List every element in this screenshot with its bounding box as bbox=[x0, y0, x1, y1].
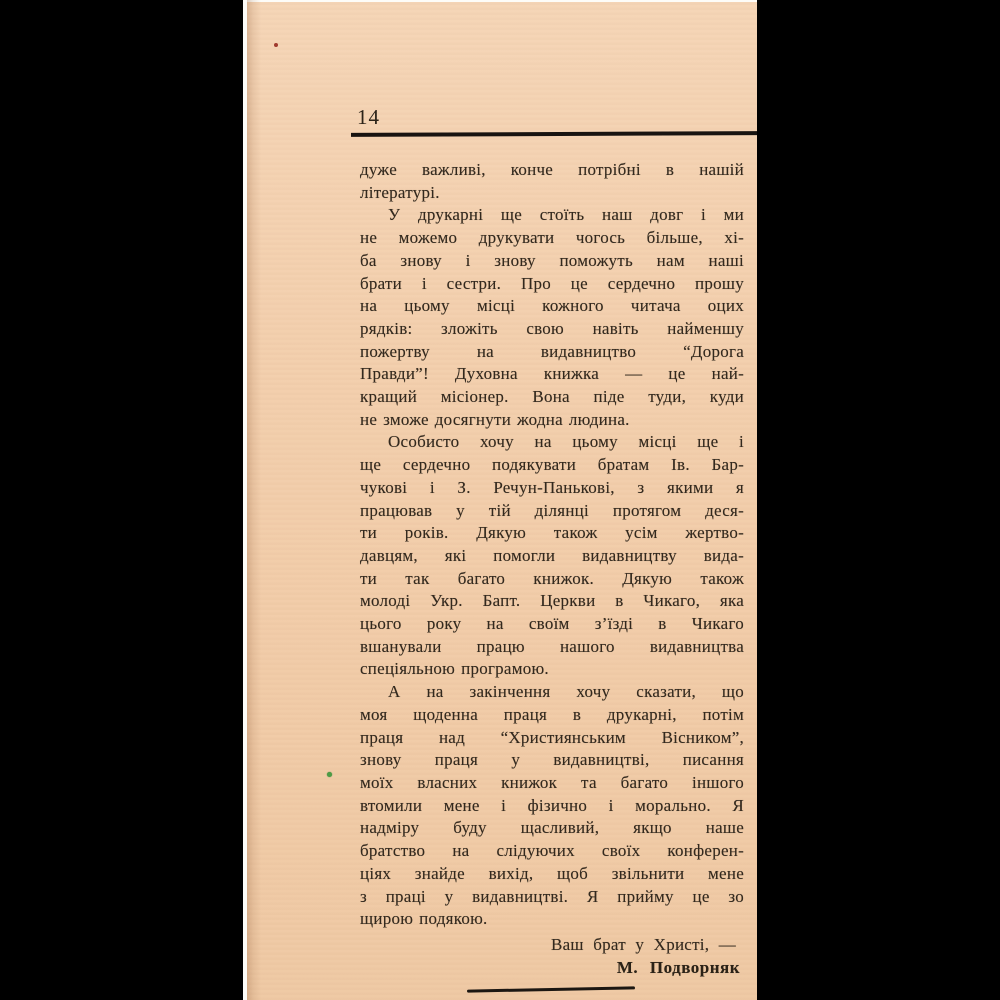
text-line: моя щоденна праця в друкарні, потім bbox=[360, 704, 744, 724]
text-line: моїх власних книжок та багато іншого bbox=[360, 772, 744, 792]
text-line: знову праця у видавництві, писання bbox=[360, 750, 744, 770]
page-top-edge-highlight bbox=[243, 0, 757, 2]
text-line: ще сердечно подякувати братам Ів. Бар- bbox=[360, 455, 744, 475]
text-line: на цьому місці кожного читача оцих bbox=[360, 296, 744, 316]
signature-block bbox=[360, 933, 744, 979]
text-line: працював у тій ділянці протягом деся- bbox=[360, 500, 744, 520]
text-line: цього року на своїм з’їзді в Чикаго bbox=[360, 614, 744, 634]
text-line: надміру буду щасливий, якщо наше bbox=[360, 818, 744, 838]
text-line: рядків: зложіть свою навіть найменшу bbox=[360, 318, 744, 338]
text-line: вшанували працю нашого видавництва bbox=[360, 636, 744, 656]
book-page bbox=[243, 0, 757, 1000]
signature-author: М. Подворняк bbox=[616, 957, 740, 977]
text-line: А на закінчення хочу сказати, що bbox=[388, 682, 744, 702]
body-text bbox=[360, 159, 744, 979]
green-ink-speck bbox=[327, 772, 332, 777]
page-number: 14 bbox=[357, 105, 380, 129]
text-line: не можемо друкувати чогось більше, хі- bbox=[360, 228, 744, 248]
text-line: з праці у видавництві. Я прийму це зо bbox=[360, 886, 744, 906]
text-line: ти так багато книжок. Дякую також bbox=[360, 568, 744, 588]
text-line: братство на слідуючих своїх конферен- bbox=[360, 841, 744, 861]
text-line: кращий місіонер. Вона піде туди, куди bbox=[360, 387, 744, 407]
text-line: ти років. Дякую також усім жертво- bbox=[360, 523, 744, 543]
text-line: Правди”! Духовна книжка — це най- bbox=[360, 364, 744, 384]
text-line: У друкарні ще стоїть наш довг і ми bbox=[388, 205, 744, 225]
text-line: праця над “Християнським Вісником”, bbox=[360, 727, 744, 747]
text-line: щирою подякою. bbox=[360, 909, 488, 929]
text-line: брати і сестри. Про це сердечно прошу bbox=[360, 273, 744, 293]
text-line: дуже важливі, конче потрібні в нашій bbox=[360, 160, 744, 179]
text-line: пожертву на видавництво “Дорога bbox=[360, 341, 744, 361]
signature-closing: Ваш брат у Христі, — bbox=[551, 934, 736, 954]
text-line: ціях знайде вихід, щоб звільнити мене bbox=[360, 863, 744, 883]
text-line: спеціяльною програмою. bbox=[360, 659, 549, 679]
end-divider-rule bbox=[467, 986, 635, 992]
header-rule bbox=[351, 131, 757, 136]
text-line: втомили мене і фізично і морально. Я bbox=[360, 795, 744, 815]
text-line: давцям, які помогли видавництву вида- bbox=[360, 545, 744, 565]
text-line: ба знову і знову поможуть нам наші bbox=[360, 250, 744, 270]
text-line: літературі. bbox=[360, 182, 440, 202]
page-gutter-shadow bbox=[247, 0, 261, 1000]
text-line: молоді Укр. Бапт. Церкви в Чикаго, яка bbox=[360, 591, 744, 611]
red-ink-speck bbox=[274, 43, 278, 47]
text-line: Особисто хочу на цьому місці ще і bbox=[388, 432, 744, 452]
text-line: не зможе досягнути жодна людина. bbox=[360, 409, 630, 429]
text-line: чукові і З. Речун-Панькові, з якими я bbox=[360, 477, 744, 497]
